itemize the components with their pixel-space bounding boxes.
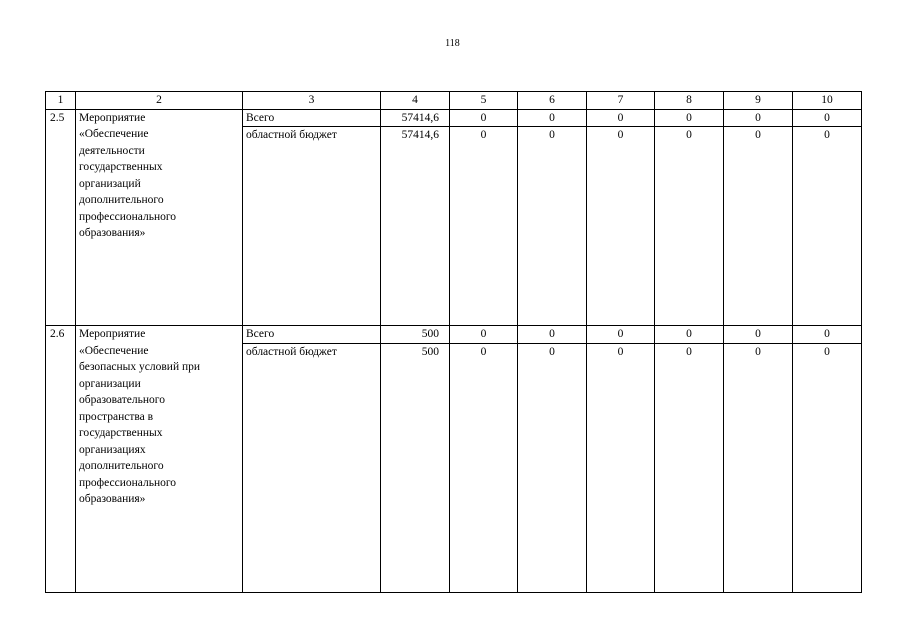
value-cell: 0 — [793, 127, 862, 326]
value-cell: 0 — [793, 109, 862, 127]
value-cell: 0 — [793, 343, 862, 592]
value-cell: 0 — [518, 343, 587, 592]
value-cell: 0 — [793, 326, 862, 344]
column-header: 4 — [381, 92, 450, 110]
value-cell: 0 — [450, 109, 518, 127]
value-cell: 0 — [655, 127, 724, 326]
funding-source: областной бюджет — [243, 343, 381, 592]
funding-source: Всего — [243, 109, 381, 127]
column-header: 2 — [76, 92, 243, 110]
funding-source: Всего — [243, 326, 381, 344]
value-cell: 0 — [587, 343, 655, 592]
value-cell: 0 — [655, 326, 724, 344]
value-cell: 57414,6 — [381, 109, 450, 127]
value-cell: 0 — [724, 109, 793, 127]
value-cell: 0 — [724, 343, 793, 592]
row-number: 2.5 — [46, 109, 76, 326]
value-cell: 0 — [587, 127, 655, 326]
column-header: 5 — [450, 92, 518, 110]
column-header: 6 — [518, 92, 587, 110]
value-cell: 0 — [450, 127, 518, 326]
value-cell: 0 — [518, 109, 587, 127]
page-number: 118 — [445, 38, 460, 49]
value-cell: 0 — [655, 109, 724, 127]
value-cell: 0 — [518, 326, 587, 344]
column-header: 10 — [793, 92, 862, 110]
row-number: 2.6 — [46, 326, 76, 593]
funding-source: областной бюджет — [243, 127, 381, 326]
column-header: 8 — [655, 92, 724, 110]
budget-table — [45, 91, 862, 593]
value-cell: 57414,6 — [381, 127, 450, 326]
activity-name: Мероприятие «Обеспечение безопасных условий при организации образовательного пространства в государственных организациях дополнительного профессионального образования» — [76, 326, 243, 593]
column-header: 7 — [587, 92, 655, 110]
value-cell: 0 — [587, 109, 655, 127]
column-header: 3 — [243, 92, 381, 110]
table-row — [46, 326, 862, 344]
value-cell: 0 — [518, 127, 587, 326]
value-cell: 0 — [450, 326, 518, 344]
value-cell: 0 — [587, 326, 655, 344]
activity-name: Мероприятие «Обеспечение деятельности государственных организаций дополнительного профессионального образования» — [76, 109, 243, 326]
value-cell: 0 — [724, 127, 793, 326]
column-header: 9 — [724, 92, 793, 110]
value-cell: 500 — [381, 343, 450, 592]
value-cell: 0 — [655, 343, 724, 592]
table-header-row — [46, 92, 862, 110]
value-cell: 0 — [450, 343, 518, 592]
value-cell: 0 — [724, 326, 793, 344]
value-cell: 500 — [381, 326, 450, 344]
column-header: 1 — [46, 92, 76, 110]
table-row — [46, 109, 862, 127]
